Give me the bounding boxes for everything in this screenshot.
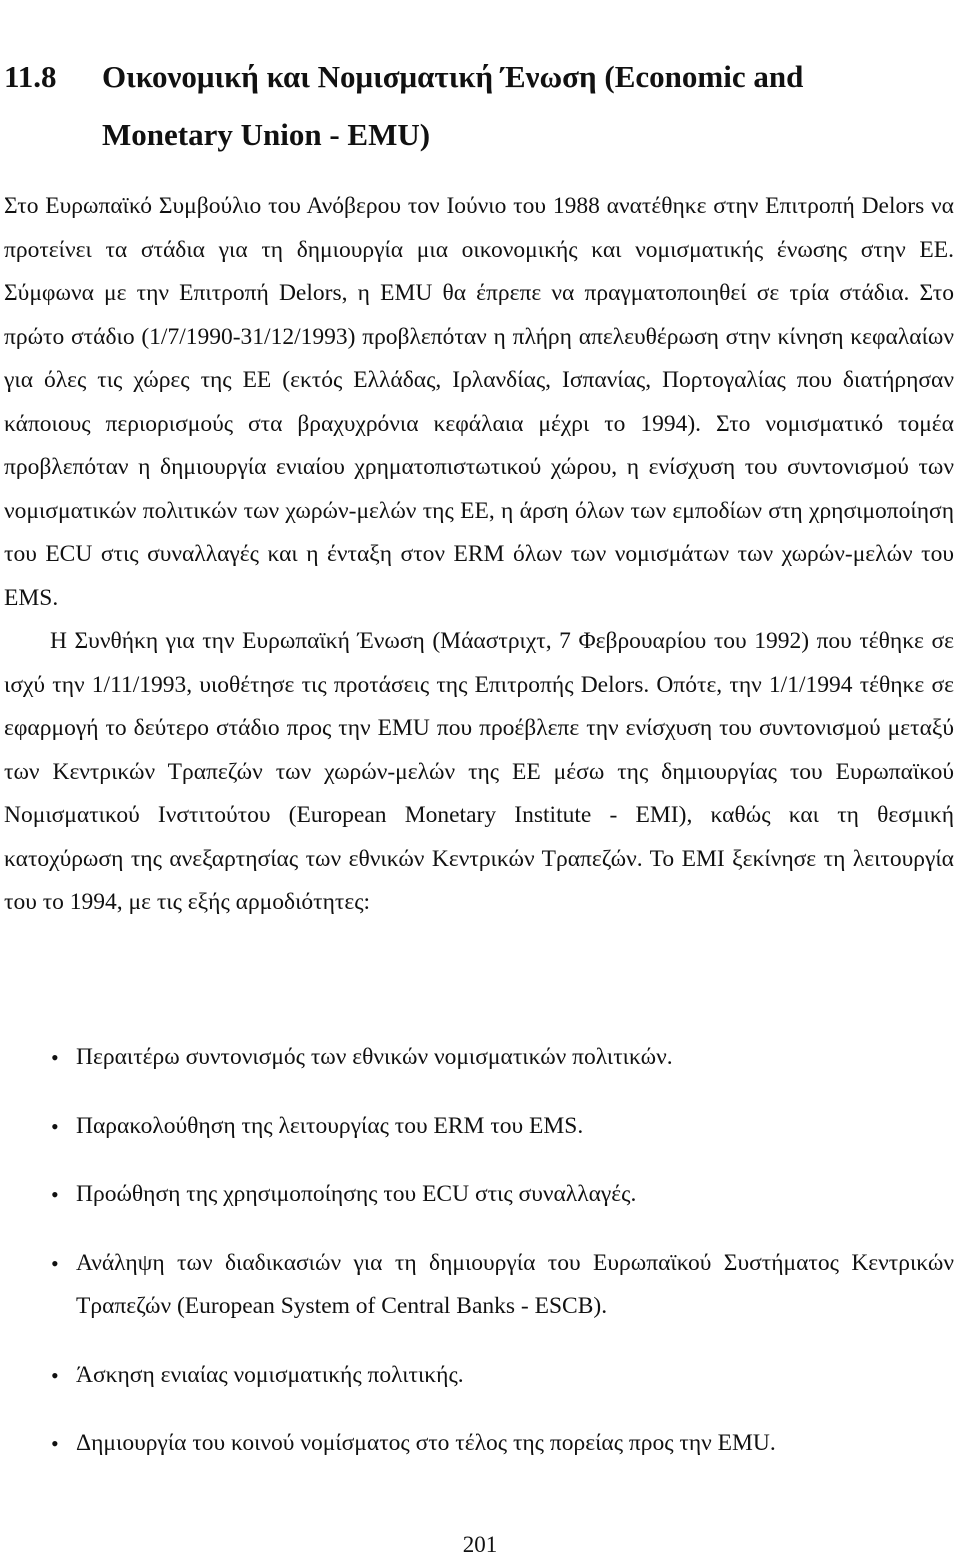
list-item-text: Προώθηση της χρησιμοποίησης του ECU στις συναλλαγές. xyxy=(76,1181,637,1207)
bullet-icon: • xyxy=(51,1113,59,1139)
list-item-text: Ανάληψη των διαδικασιών για τη δημιουργία του Ευρωπαϊκού Συστήματος Κεντρικών Τραπεζών (European System of Central Banks - ESCB). xyxy=(76,1249,954,1319)
list-item-text: Δημιουργία του κοινού νομίσματος στο τέλος της πορείας προς την EMU. xyxy=(76,1430,776,1456)
paragraph-2: Η Συνθήκη για την Ευρωπαϊκή Ένωση (Μάαστριχτ, 7 Φεβρουαρίου του 1992) που τέθηκε σε ισχύ την 1/11/1993, υιοθέτησε τις προτάσεις της Επιτροπής Delors. Οπότε, την 1/1/1994 τέθηκε σε εφαρμογή το δεύτερο στάδιο προς την EMU που προέβλεπε την ενίσχυση του συντονισμού μεταξύ των Κεντρικών Τραπεζών των χωρών-μελών της ΕΕ μέσω της δημιουργίας του Ευρωπαϊκού Νομισματικού Ινστιτούτου (European Monetary Institute - EMI), καθώς και τη θεσμική κατοχύρωση της ανεξαρτησίας των εθνικών Κεντρικών Τραπεζών. Το ΕΜΙ ξεκίνησε τη λειτουργία του το 1994, με τις εξής αρμοδιότητες: xyxy=(4,628,954,915)
bullet-icon: • xyxy=(51,1431,59,1456)
body-text xyxy=(4,185,954,925)
bullet-icon: • xyxy=(51,1362,59,1388)
list-item xyxy=(4,1422,954,1466)
list-item xyxy=(4,1242,954,1329)
list-item-text: Άσκηση ενιαίας νομισματικής πολιτικής. xyxy=(76,1361,464,1388)
list-item xyxy=(4,1036,954,1080)
bullet-icon: • xyxy=(51,1045,59,1070)
section-heading xyxy=(4,48,956,164)
responsibilities-list xyxy=(4,1036,954,1491)
list-item xyxy=(4,1105,954,1149)
list-item xyxy=(4,1354,954,1398)
section-title-line2: Monetary Union - EMU) xyxy=(102,117,431,152)
list-item-text: Περαιτέρω συντονισμός των εθνικών νομισματικών πολιτικών. xyxy=(76,1044,673,1070)
bullet-icon: • xyxy=(51,1182,59,1207)
section-number: 11.8 xyxy=(4,59,57,94)
paragraph-1: Στο Ευρωπαϊκό Συμβούλιο του Ανόβερου τον Ιούνιο του 1988 ανατέθηκε στην Επιτροπή Delors να προτείνει τα στάδια για τη δημιουργία μια οικονομικής και νομισματικής ένωσης στην ΕΕ. Σύμφωνα με την Επιτροπή Delors, η EMU θα έπρεπε να πραγματοποιηθεί σε τρία στάδια. Στο πρώτο στάδιο (1/7/1990-31/12/1993) προβλεπόταν η πλήρη απελευθέρωση στην κίνηση κεφαλαίων για όλες τις χώρες της ΕΕ (εκτός Ελλάδας, Ιρλανδίας, Ισπανίας, Πορτογαλίας που διατήρησαν κάποιους περιορισμούς στα βραχυχρόνια κεφάλαια μέχρι το 1994). Στο νομισματικό τομέα προβλεπόταν η δημιουργία ενιαίου χρηματοπιστωτικού χώρου, η ενίσχυση του συντονισμού των νομισματικών πολιτικών των χωρών-μελών της ΕΕ, η άρση όλων των εμποδίων στη χρησιμοποίηση του ECU στις συναλλαγές και η ένταξη στον ERM όλων των νομισμάτων των χωρών-μελών του EMS. xyxy=(4,193,954,611)
list-item xyxy=(4,1173,954,1217)
list-item-text: Παρακολούθηση της λειτουργίας του ERM του EMS. xyxy=(76,1112,584,1139)
page-number: 201 xyxy=(462,1532,498,1557)
section-title-line1: Οικονομική και Νομισματική Ένωση (Economic and xyxy=(102,59,804,94)
bullet-icon: • xyxy=(51,1250,59,1276)
